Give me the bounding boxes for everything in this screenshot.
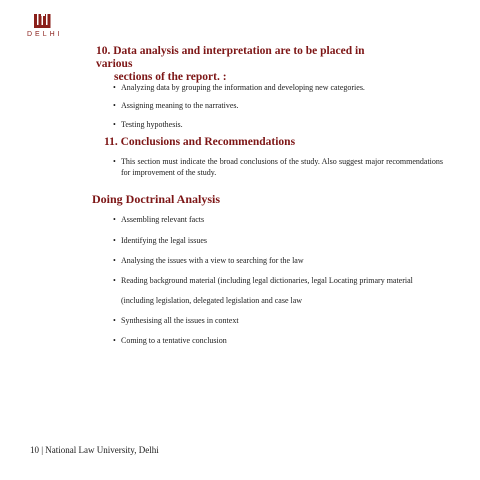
logo-city: DELHI [27,31,63,38]
bullet-icon: • [113,120,116,129]
list-item: • Reading background material (including legal dictionaries, legal Locating primary material [113,276,413,285]
doctrinal-analysis-heading: Doing Doctrinal Analysis [92,192,221,206]
bullet-icon: • [113,215,116,224]
list-item: • Analysing the issues with a view to searching for the law [113,256,304,265]
logo-tagline: JUSTICE THROUGH LAW [33,6,53,7]
bullet-icon: • [113,83,116,92]
list-item: • This section must indicate the broad conclusions of the study. Also suggest major recommendations for improvement of the study. [113,157,443,177]
bullet-icon: • [113,316,116,325]
section-10-heading [96,45,396,84]
bullet-icon: • [113,336,116,345]
section-10-title-line1: Data analysis and interpretation are to be placed in various [96,45,365,70]
list-item: • Assigning meaning to the narratives. [113,101,239,110]
list-item: • Identifying the legal issues [113,236,207,245]
list-item: • Assembling relevant facts [113,215,205,224]
bullet-icon: • [113,157,116,166]
list-item: • Testing hypothesis. [113,120,183,129]
page-footer: 10 | National Law University, Delhi [30,445,159,455]
bullet-icon: • [113,236,116,245]
bullet-icon: • [113,101,116,110]
list-item: • Coming to a tentative conclusion [113,336,227,345]
section-10-title-line2: sections of the report. : [114,71,227,83]
list-item: • Analyzing data by grouping the information and developing new categories. [113,83,365,92]
bullet-icon: • [113,256,116,265]
section-11-heading: 11. Conclusions and Recommendations [104,136,296,148]
bullet-icon: • [113,276,116,285]
list-item-continuation: (including legislation, delegated legislation and case law [121,296,303,305]
section-10-number: 10. [96,45,111,57]
list-item: • Synthesising all the issues in context [113,316,239,325]
